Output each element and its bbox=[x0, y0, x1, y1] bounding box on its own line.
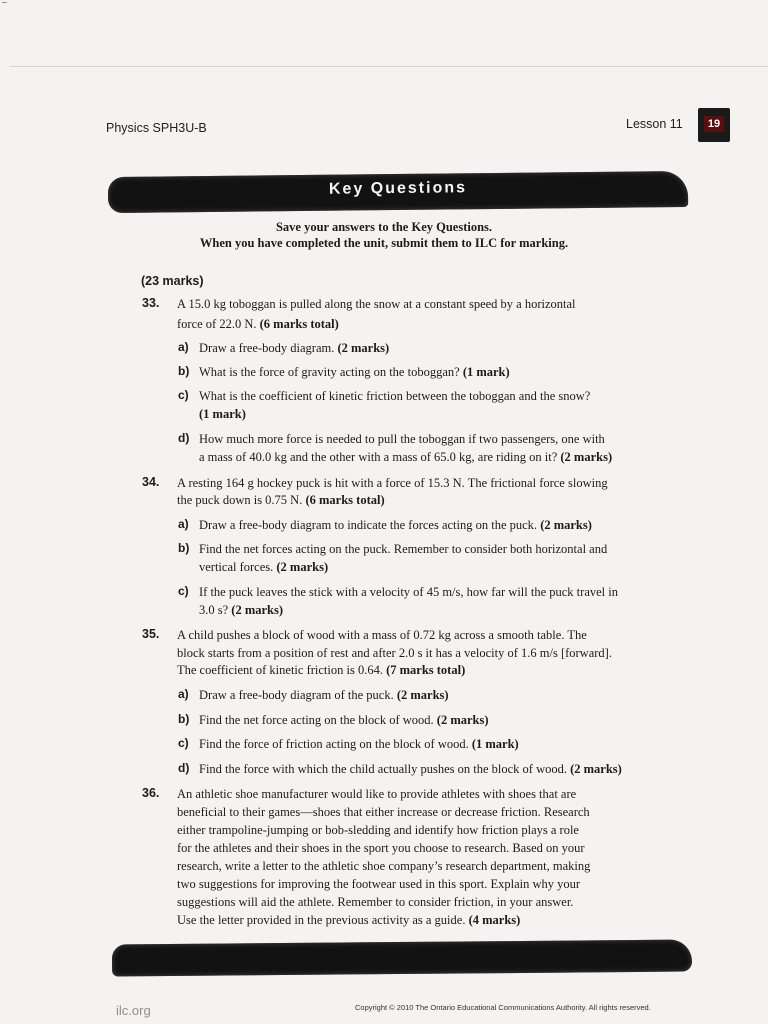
marks-value: (2 marks) bbox=[276, 560, 329, 574]
question-stem-line bbox=[177, 894, 573, 910]
marks-value: (1 mark) bbox=[199, 407, 246, 421]
course-name: Physics SPH3U-B bbox=[106, 121, 207, 135]
line-text: A 15.0 kg toboggan is pulled along the snow at a constant speed by a horizontal bbox=[177, 297, 576, 311]
footer-site: ilc.org bbox=[116, 1003, 151, 1018]
line-text: How much more force is needed to pull the toboggan if two passengers, one with bbox=[199, 432, 605, 446]
part-text-line bbox=[199, 687, 449, 703]
question-stem-line bbox=[177, 840, 585, 856]
part-text-line bbox=[199, 517, 592, 533]
question-stem-line bbox=[177, 804, 590, 820]
question-number: 35. bbox=[142, 627, 160, 641]
marks-value: (2 marks) bbox=[560, 450, 613, 464]
line-text: The coefficient of kinetic friction is 0.64. bbox=[177, 663, 387, 677]
line-text: A resting 164 g hockey puck is hit with a force of 15.3 N. The frictional force slowing bbox=[177, 476, 608, 490]
part-text-line bbox=[199, 364, 510, 380]
part-text-line bbox=[199, 602, 283, 618]
line-text: beneficial to their games—shoes that either increase or decrease friction. Research bbox=[177, 805, 590, 819]
line-text: A child pushes a block of wood with a mass of 0.72 kg across a smooth table. The bbox=[177, 628, 587, 642]
part-text-line bbox=[199, 431, 605, 447]
line-text: suggestions will aid the athlete. Remember to consider friction, in your answer. bbox=[177, 895, 574, 909]
question-stem-line bbox=[177, 662, 465, 678]
marks-value: (6 marks total) bbox=[259, 317, 339, 331]
scan-edge-rule bbox=[10, 66, 768, 67]
line-text: block starts from a position of rest and after 2.0 s it has a velocity of 1.6 m/s [forward]. bbox=[177, 646, 612, 660]
part-letter: c) bbox=[178, 388, 189, 402]
marks-value: (2 marks) bbox=[570, 762, 622, 776]
key-questions-banner bbox=[108, 171, 688, 213]
line-text: 3.0 s? bbox=[199, 603, 232, 617]
line-text: Find the net force acting on the block of wood. bbox=[199, 713, 437, 727]
question-stem-line bbox=[177, 492, 385, 508]
line-text: If the puck leaves the stick with a velocity of 45 m/s, how far will the puck travel in bbox=[199, 585, 618, 599]
question-stem-line bbox=[177, 822, 579, 838]
line-text: Draw a free-body diagram to indicate the forces acting on the puck. bbox=[199, 518, 541, 532]
line-text: a mass of 40.0 kg and the other with a mass of 65.0 kg, are riding on it? bbox=[199, 450, 561, 464]
part-letter: b) bbox=[178, 541, 190, 555]
marks-value: (7 marks total) bbox=[386, 663, 466, 677]
part-text-line bbox=[199, 712, 489, 728]
line-text: Use the letter provided in the previous activity as a guide. bbox=[177, 913, 469, 927]
bottom-banner bbox=[112, 939, 692, 976]
part-text-line bbox=[199, 736, 519, 752]
part-letter: a) bbox=[178, 687, 189, 701]
part-text-line bbox=[199, 559, 328, 575]
question-stem-line bbox=[177, 296, 576, 312]
scan-artifact bbox=[2, 2, 7, 3]
part-letter: c) bbox=[178, 584, 189, 598]
line-text: research, write a letter to the athletic shoe company’s research department, making bbox=[177, 859, 591, 873]
line-text: force of 22.0 N. bbox=[177, 317, 260, 331]
question-stem-line bbox=[177, 786, 576, 802]
question-stem-line bbox=[177, 627, 587, 643]
line-text: for the athletes and their shoes in the sport you choose to research. Based on your bbox=[177, 841, 585, 855]
line-text: either trampoline-jumping or bob-sledding and identify how friction plays a role bbox=[177, 823, 579, 837]
marks-value: (2 marks) bbox=[396, 688, 449, 702]
line-text: Find the force of friction acting on the block of wood. bbox=[199, 737, 472, 751]
page-number-badge bbox=[698, 108, 730, 142]
part-text-line bbox=[199, 541, 607, 557]
part-letter: a) bbox=[178, 340, 189, 354]
question-stem-line bbox=[177, 316, 339, 332]
part-text-line bbox=[199, 449, 612, 465]
part-letter: d) bbox=[178, 761, 190, 775]
marks-value: (2 marks) bbox=[540, 518, 592, 532]
marks-value: (2 marks) bbox=[337, 341, 390, 355]
line-text: An athletic shoe manufacturer would like to provide athletes with shoes that are bbox=[177, 787, 577, 801]
marks-value: (2 marks) bbox=[231, 603, 284, 617]
page-number: 19 bbox=[704, 116, 724, 132]
line-text: Draw a free-body diagram. bbox=[199, 341, 338, 355]
part-letter: b) bbox=[178, 364, 190, 378]
intro-line-1: Save your answers to the Key Questions. bbox=[275, 220, 493, 234]
question-stem-line bbox=[177, 645, 612, 661]
part-text-line bbox=[199, 406, 246, 422]
marks-value: (2 marks) bbox=[436, 713, 489, 727]
question-number: 36. bbox=[142, 786, 160, 800]
footer-copyright: Copyright © 2010 The Ontario Educational Communications Authority. All rights reserved. bbox=[355, 1003, 651, 1012]
question-stem-line bbox=[177, 858, 590, 874]
intro-line-2: When you have completed the unit, submit them to ILC for marking. bbox=[199, 236, 569, 250]
part-text-line bbox=[199, 388, 590, 404]
line-text: Draw a free-body diagram of the puck. bbox=[199, 688, 397, 702]
line-text: Find the force with which the child actually pushes on the block of wood. bbox=[199, 762, 571, 776]
part-letter: a) bbox=[178, 517, 189, 531]
question-stem-line bbox=[177, 876, 580, 892]
question-number: 34. bbox=[142, 475, 160, 489]
part-text-line bbox=[199, 340, 389, 356]
part-text-line bbox=[199, 584, 618, 600]
part-letter: d) bbox=[178, 431, 190, 445]
marks-value: (4 marks) bbox=[468, 913, 521, 927]
line-text: the puck down is 0.75 N. bbox=[177, 493, 306, 507]
question-stem-line bbox=[177, 912, 520, 928]
question-number: 33. bbox=[142, 296, 160, 310]
part-letter: c) bbox=[178, 736, 189, 750]
marks-value: (6 marks total) bbox=[305, 493, 385, 507]
question-stem-line bbox=[177, 475, 608, 491]
lesson-label: Lesson 11 bbox=[626, 117, 683, 131]
marks-value: (1 mark) bbox=[462, 365, 510, 379]
banner-title: Key Questions bbox=[328, 179, 468, 198]
part-letter: b) bbox=[178, 712, 190, 726]
line-text: What is the coefficient of kinetic friction between the toboggan and the snow? bbox=[199, 389, 591, 403]
part-text-line bbox=[199, 761, 622, 777]
line-text: two suggestions for improving the footwear used in this sport. Explain why your bbox=[177, 877, 581, 891]
line-text: Find the net forces acting on the puck. Remember to consider both horizontal and bbox=[199, 542, 608, 556]
marks-value: (1 mark) bbox=[471, 737, 519, 751]
total-marks: (23 marks) bbox=[141, 274, 204, 288]
line-text: vertical forces. bbox=[199, 560, 277, 574]
line-text: What is the force of gravity acting on the toboggan? bbox=[199, 365, 463, 379]
